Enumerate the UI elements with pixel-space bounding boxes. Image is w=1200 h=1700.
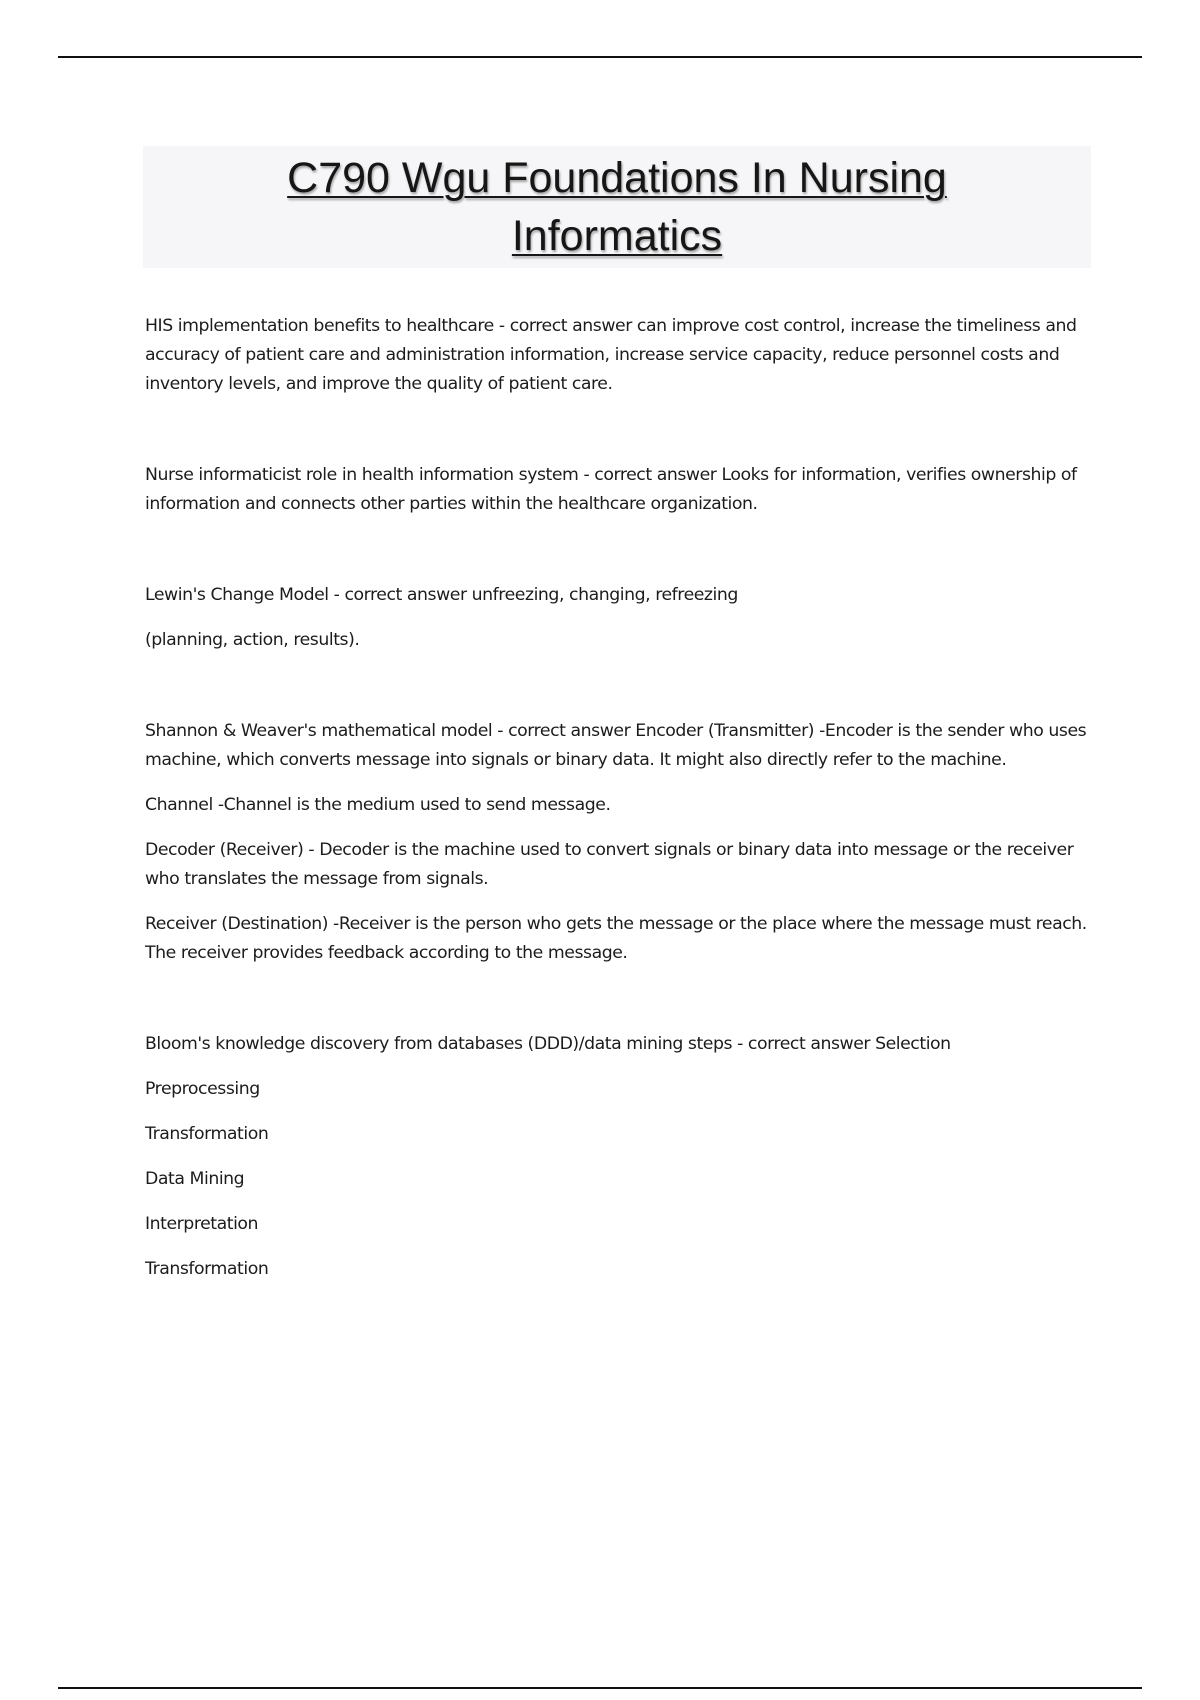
entry-spacer xyxy=(145,984,1090,1030)
entry-blooms-kdd xyxy=(145,1030,1090,1284)
entry-nurse-informaticist xyxy=(145,461,1090,519)
entry-paragraph: Channel -Channel is the medium used to send message. xyxy=(145,795,611,815)
entry-paragraph: (planning, action, results). xyxy=(145,630,360,650)
document-body xyxy=(145,312,1090,1300)
entry-spacer xyxy=(145,671,1090,717)
entry-paragraph: Bloom's knowledge discovery from databases (DDD)/data mining steps - correct answer Selection xyxy=(145,1034,951,1054)
list-item: Transformation xyxy=(145,1259,269,1279)
entry-spacer xyxy=(145,535,1090,581)
list-item: Data Mining xyxy=(145,1169,245,1189)
entry-paragraph: Decoder (Receiver) - Decoder is the machine used to convert signals or binary data into message or the receiver who translates the message from signals. xyxy=(145,840,1074,889)
bottom-rule xyxy=(58,1687,1142,1689)
entry-spacer xyxy=(145,415,1090,461)
entry-paragraph: HIS implementation benefits to healthcare - correct answer can improve cost control, increase the timeliness and accuracy of patient care and administration information, increase service capacity, reduce personnel costs and inventory levels, and improve the quality of patient care. xyxy=(145,316,1077,394)
entry-paragraph: Lewin's Change Model - correct answer unfreezing, changing, refreezing xyxy=(145,585,738,605)
entry-lewins-change-model xyxy=(145,581,1090,655)
entry-paragraph: Shannon & Weaver's mathematical model - correct answer Encoder (Transmitter) -Encoder is the sender who uses machine, which converts message into signals or binary data. It might also directly refer to the machine. xyxy=(145,721,1087,770)
entry-shannon-weaver xyxy=(145,717,1090,968)
entry-paragraph: Nurse informaticist role in health information system - correct answer Looks for information, verifies ownership of information and connects other parties within the healthcare organization. xyxy=(145,465,1077,514)
document-title: C790 Wgu Foundations In Nursing Informatics xyxy=(287,154,947,260)
list-item: Transformation xyxy=(145,1124,269,1144)
list-item: Preprocessing xyxy=(145,1079,260,1099)
entry-his-benefits xyxy=(145,312,1090,399)
list-item: Interpretation xyxy=(145,1214,259,1234)
entry-paragraph: Receiver (Destination) -Receiver is the person who gets the message or the place where the message must reach. The receiver provides feedback according to the message. xyxy=(145,914,1087,963)
title-banner xyxy=(143,146,1091,268)
top-rule xyxy=(58,56,1142,58)
